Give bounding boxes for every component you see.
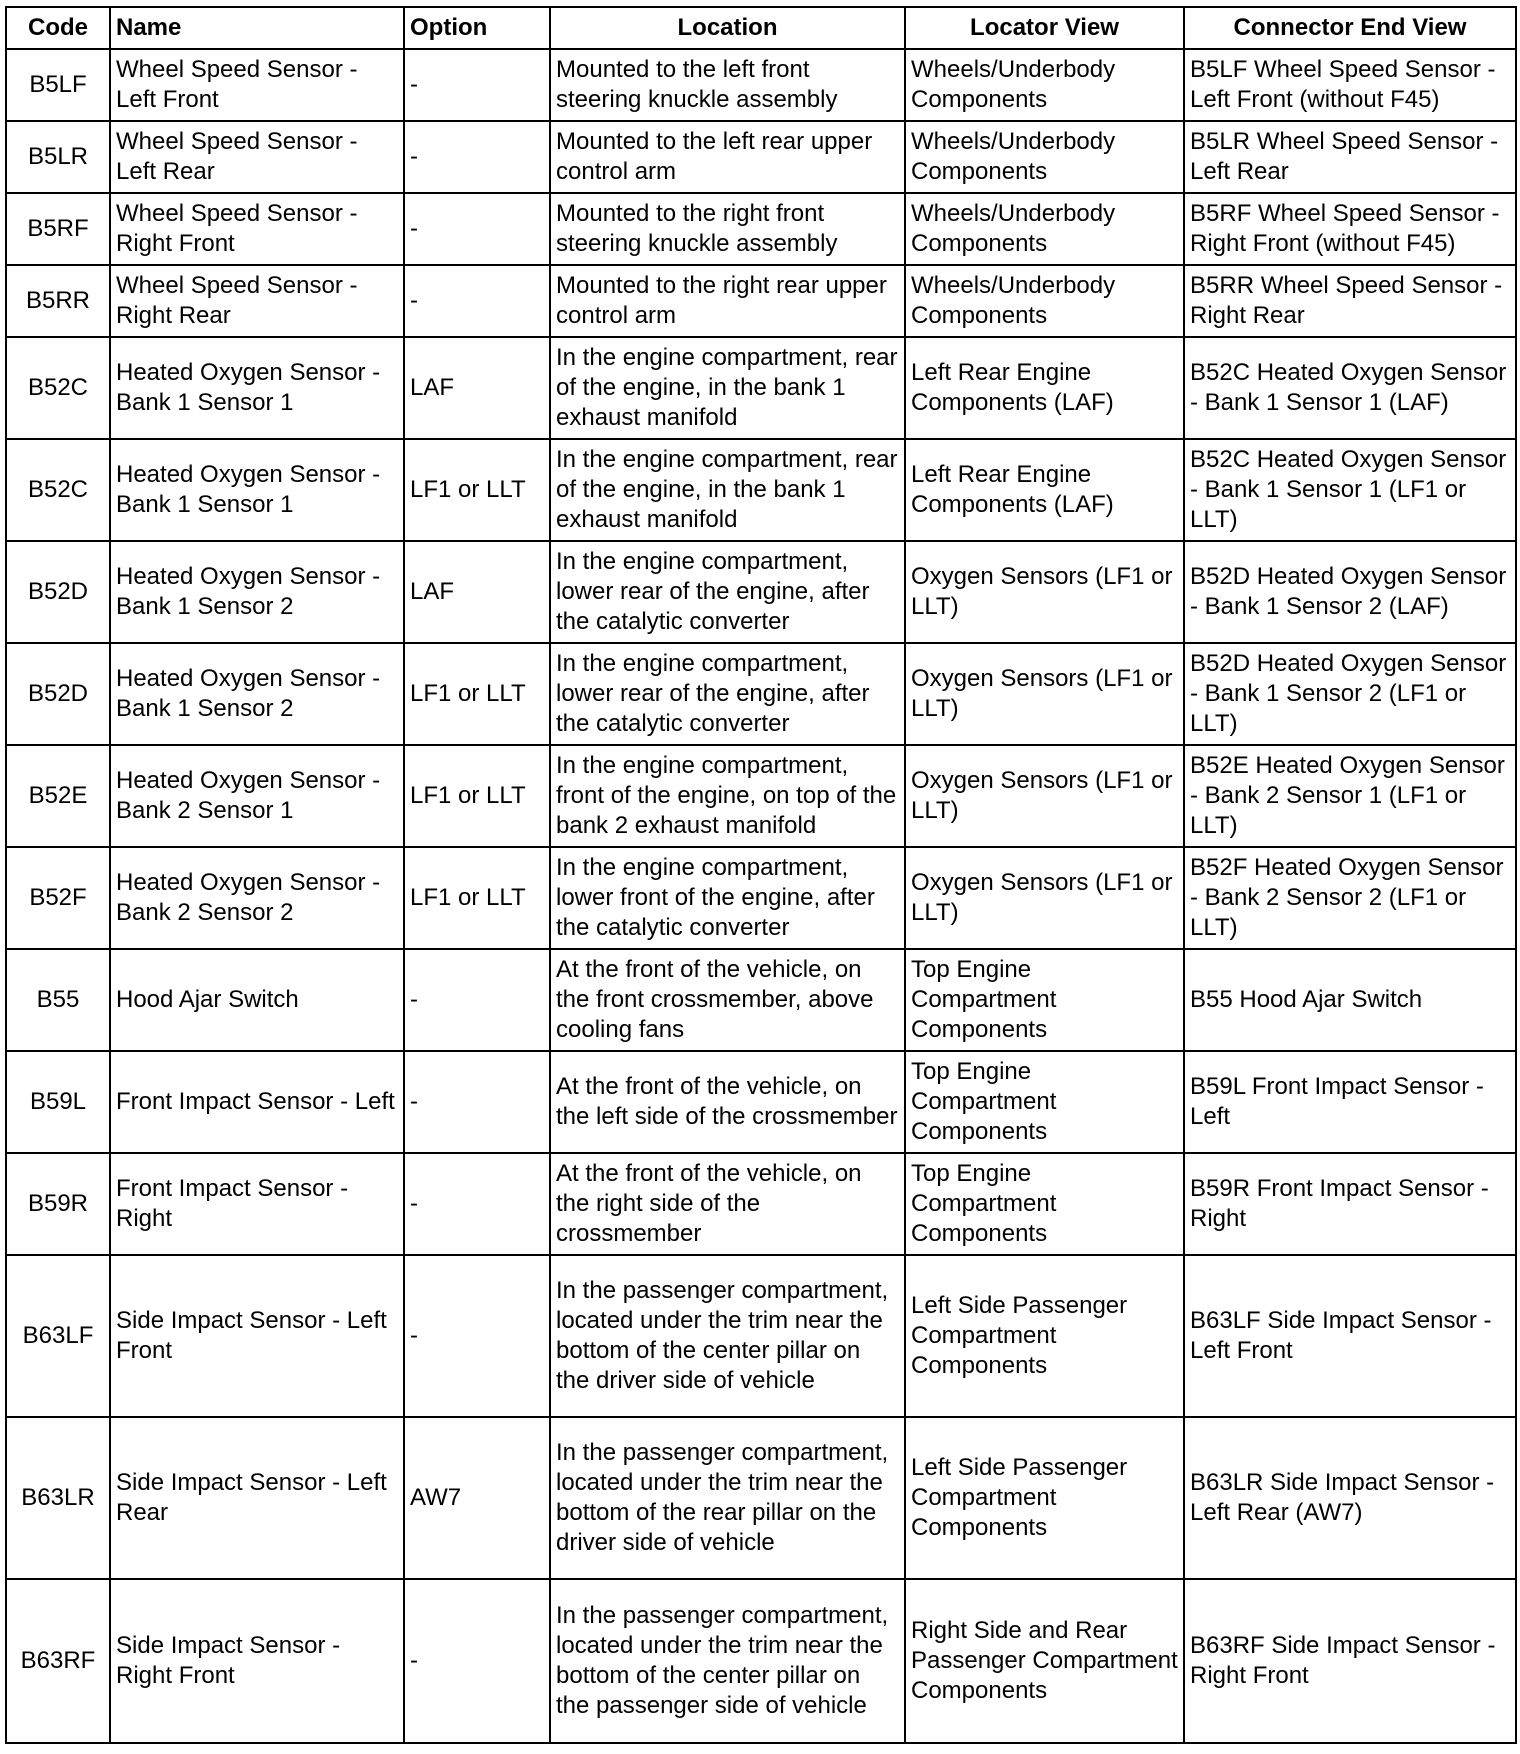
table-row (6, 1051, 1516, 1153)
cell-option: LF1 or LLT (404, 745, 550, 847)
component-locator-table (5, 6, 1517, 1744)
cell-connector-end-view: B5LF Wheel Speed Sensor - Left Front (without F45) (1184, 49, 1516, 121)
cell-code: B5LF (6, 49, 110, 121)
cell-code: B59L (6, 1051, 110, 1153)
cell-option: LF1 or LLT (404, 439, 550, 541)
cell-option: - (404, 1579, 550, 1743)
table-row (6, 745, 1516, 847)
cell-connector-end-view: B52C Heated Oxygen Sensor - Bank 1 Sensor 1 (LF1 or LLT) (1184, 439, 1516, 541)
header-row (6, 7, 1516, 49)
cell-code: B59R (6, 1153, 110, 1255)
cell-connector-end-view: B52D Heated Oxygen Sensor - Bank 1 Sensor 2 (LF1 or LLT) (1184, 643, 1516, 745)
table-row (6, 49, 1516, 121)
header-location: Location (550, 7, 905, 49)
cell-locator-view: Oxygen Sensors (LF1 or LLT) (905, 745, 1184, 847)
cell-connector-end-view: B5LR Wheel Speed Sensor - Left Rear (1184, 121, 1516, 193)
table-row (6, 949, 1516, 1051)
cell-connector-end-view: B52C Heated Oxygen Sensor - Bank 1 Sensor 1 (LAF) (1184, 337, 1516, 439)
cell-connector-end-view: B63RF Side Impact Sensor - Right Front (1184, 1579, 1516, 1743)
cell-connector-end-view: B63LR Side Impact Sensor - Left Rear (AW7) (1184, 1417, 1516, 1579)
cell-code: B5RR (6, 265, 110, 337)
cell-name: Heated Oxygen Sensor - Bank 1 Sensor 1 (110, 337, 404, 439)
cell-name: Front Impact Sensor - Left (110, 1051, 404, 1153)
cell-location: Mounted to the right front steering knuckle assembly (550, 193, 905, 265)
cell-location: Mounted to the right rear upper control arm (550, 265, 905, 337)
cell-name: Heated Oxygen Sensor - Bank 1 Sensor 1 (110, 439, 404, 541)
cell-connector-end-view: B55 Hood Ajar Switch (1184, 949, 1516, 1051)
cell-name: Wheel Speed Sensor - Left Rear (110, 121, 404, 193)
cell-locator-view: Wheels/Underbody Components (905, 193, 1184, 265)
cell-name: Wheel Speed Sensor - Right Front (110, 193, 404, 265)
cell-name: Side Impact Sensor - Left Rear (110, 1417, 404, 1579)
cell-name: Heated Oxygen Sensor - Bank 2 Sensor 2 (110, 847, 404, 949)
cell-locator-view: Wheels/Underbody Components (905, 121, 1184, 193)
cell-location: In the engine compartment, rear of the engine, in the bank 1 exhaust manifold (550, 337, 905, 439)
cell-name: Heated Oxygen Sensor - Bank 1 Sensor 2 (110, 643, 404, 745)
cell-locator-view: Top Engine Compartment Components (905, 1153, 1184, 1255)
cell-connector-end-view: B5RF Wheel Speed Sensor - Right Front (without F45) (1184, 193, 1516, 265)
cell-name: Wheel Speed Sensor - Right Rear (110, 265, 404, 337)
cell-option: - (404, 265, 550, 337)
cell-locator-view: Left Side Passenger Compartment Components (905, 1417, 1184, 1579)
cell-code: B55 (6, 949, 110, 1051)
cell-connector-end-view: B59R Front Impact Sensor - Right (1184, 1153, 1516, 1255)
header-option: Option (404, 7, 550, 49)
header-connector-end-view: Connector End View (1184, 7, 1516, 49)
cell-option: - (404, 949, 550, 1051)
cell-name: Heated Oxygen Sensor - Bank 1 Sensor 2 (110, 541, 404, 643)
cell-location: At the front of the vehicle, on the right side of the crossmember (550, 1153, 905, 1255)
cell-locator-view: Wheels/Underbody Components (905, 49, 1184, 121)
cell-location: Mounted to the left rear upper control arm (550, 121, 905, 193)
cell-connector-end-view: B52F Heated Oxygen Sensor - Bank 2 Sensor 2 (LF1 or LLT) (1184, 847, 1516, 949)
cell-connector-end-view: B59L Front Impact Sensor - Left (1184, 1051, 1516, 1153)
table-row (6, 121, 1516, 193)
cell-option: LF1 or LLT (404, 643, 550, 745)
cell-code: B63LF (6, 1255, 110, 1417)
cell-location: At the front of the vehicle, on the front crossmember, above cooling fans (550, 949, 905, 1051)
cell-locator-view: Left Rear Engine Components (LAF) (905, 439, 1184, 541)
cell-location: In the engine compartment, lower rear of the engine, after the catalytic converter (550, 541, 905, 643)
table-row (6, 439, 1516, 541)
cell-code: B5LR (6, 121, 110, 193)
cell-code: B52F (6, 847, 110, 949)
table-row (6, 1255, 1516, 1417)
cell-option: - (404, 49, 550, 121)
cell-location: In the engine compartment, rear of the engine, in the bank 1 exhaust manifold (550, 439, 905, 541)
cell-location: Mounted to the left front steering knuckle assembly (550, 49, 905, 121)
cell-option: - (404, 193, 550, 265)
cell-connector-end-view: B5RR Wheel Speed Sensor - Right Rear (1184, 265, 1516, 337)
cell-code: B52D (6, 541, 110, 643)
cell-code: B63LR (6, 1417, 110, 1579)
table-row (6, 1153, 1516, 1255)
cell-location: In the passenger compartment, located under the trim near the bottom of the center pillar on the driver side of vehicle (550, 1255, 905, 1417)
cell-code: B52C (6, 337, 110, 439)
table-row (6, 193, 1516, 265)
cell-code: B63RF (6, 1579, 110, 1743)
cell-option: AW7 (404, 1417, 550, 1579)
cell-name: Hood Ajar Switch (110, 949, 404, 1051)
header-locator-view: Locator View (905, 7, 1184, 49)
cell-location: In the engine compartment, lower front of the engine, after the catalytic converter (550, 847, 905, 949)
table-row (6, 541, 1516, 643)
cell-option: LAF (404, 541, 550, 643)
cell-code: B52C (6, 439, 110, 541)
cell-connector-end-view: B63LF Side Impact Sensor - Left Front (1184, 1255, 1516, 1417)
cell-locator-view: Oxygen Sensors (LF1 or LLT) (905, 643, 1184, 745)
table-row (6, 265, 1516, 337)
cell-connector-end-view: B52E Heated Oxygen Sensor - Bank 2 Sensor 1 (LF1 or LLT) (1184, 745, 1516, 847)
table-row (6, 643, 1516, 745)
cell-name: Front Impact Sensor - Right (110, 1153, 404, 1255)
table-row (6, 847, 1516, 949)
cell-code: B52E (6, 745, 110, 847)
cell-code: B5RF (6, 193, 110, 265)
cell-option: LF1 or LLT (404, 847, 550, 949)
cell-name: Wheel Speed Sensor - Left Front (110, 49, 404, 121)
cell-locator-view: Oxygen Sensors (LF1 or LLT) (905, 847, 1184, 949)
cell-option: - (404, 121, 550, 193)
table-row (6, 1579, 1516, 1743)
cell-name: Side Impact Sensor - Left Front (110, 1255, 404, 1417)
cell-location: In the passenger compartment, located under the trim near the bottom of the rear pillar on the driver side of vehicle (550, 1417, 905, 1579)
cell-locator-view: Right Side and Rear Passenger Compartment Components (905, 1579, 1184, 1743)
cell-code: B52D (6, 643, 110, 745)
cell-locator-view: Oxygen Sensors (LF1 or LLT) (905, 541, 1184, 643)
header-code: Code (6, 7, 110, 49)
table-row (6, 1417, 1516, 1579)
cell-locator-view: Top Engine Compartment Components (905, 1051, 1184, 1153)
header-name: Name (110, 7, 404, 49)
cell-locator-view: Top Engine Compartment Components (905, 949, 1184, 1051)
cell-location: In the passenger compartment, located under the trim near the bottom of the center pillar on the passenger side of vehicle (550, 1579, 905, 1743)
cell-option: - (404, 1051, 550, 1153)
cell-connector-end-view: B52D Heated Oxygen Sensor - Bank 1 Sensor 2 (LAF) (1184, 541, 1516, 643)
cell-location: At the front of the vehicle, on the left side of the crossmember (550, 1051, 905, 1153)
cell-name: Heated Oxygen Sensor - Bank 2 Sensor 1 (110, 745, 404, 847)
cell-location: In the engine compartment, lower rear of the engine, after the catalytic converter (550, 643, 905, 745)
cell-option: LAF (404, 337, 550, 439)
cell-option: - (404, 1153, 550, 1255)
cell-locator-view: Left Side Passenger Compartment Components (905, 1255, 1184, 1417)
cell-locator-view: Wheels/Underbody Components (905, 265, 1184, 337)
cell-locator-view: Left Rear Engine Components (LAF) (905, 337, 1184, 439)
cell-location: In the engine compartment, front of the engine, on top of the bank 2 exhaust manifold (550, 745, 905, 847)
cell-name: Side Impact Sensor - Right Front (110, 1579, 404, 1743)
table-row (6, 337, 1516, 439)
cell-option: - (404, 1255, 550, 1417)
